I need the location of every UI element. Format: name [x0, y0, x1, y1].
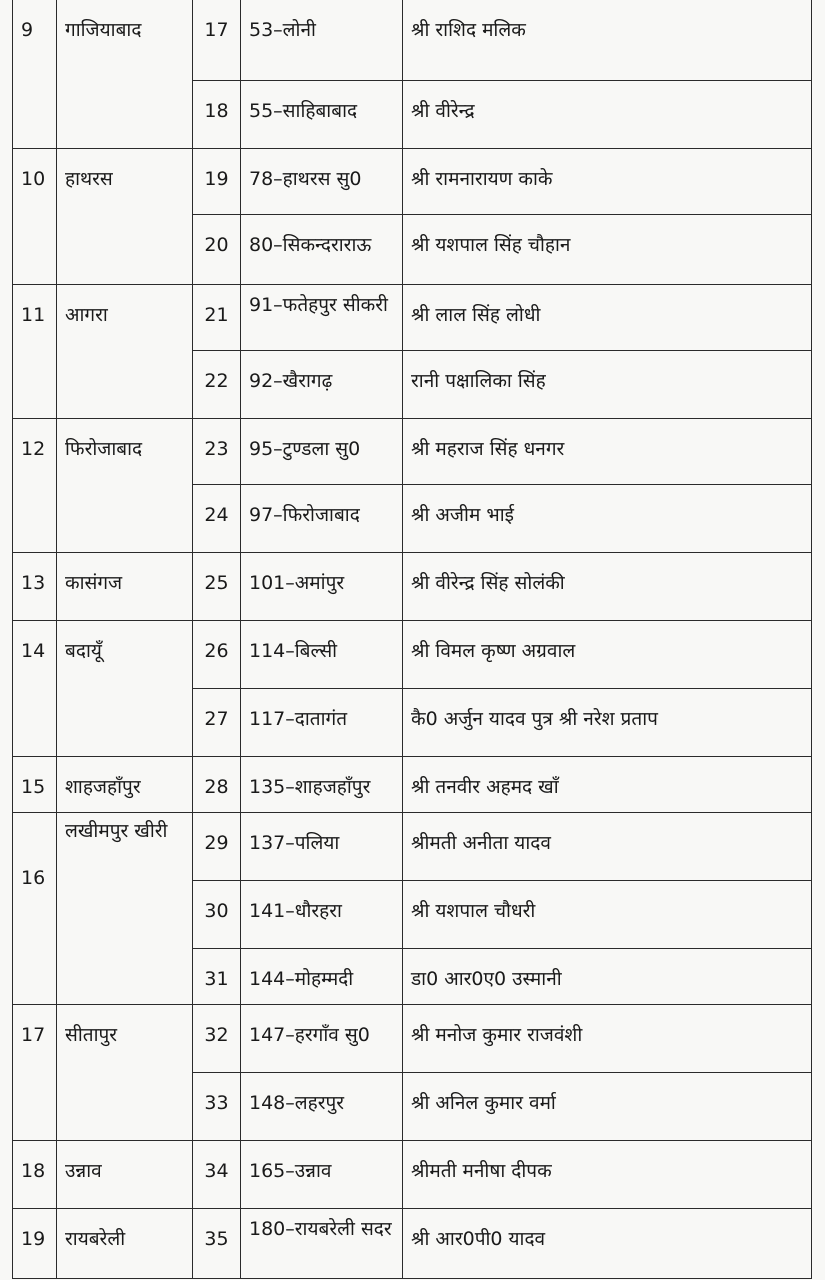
index-cell: 18	[193, 80, 241, 148]
constituency-cell: 144–मोहम्मदी	[241, 948, 403, 1004]
constituency-cell: 92–खैरागढ़	[241, 350, 403, 418]
index-cell: 21	[193, 284, 241, 350]
candidate-cell: कै0 अर्जुन यादव पुत्र श्री नरेश प्रताप	[403, 688, 812, 756]
candidate-cell: श्री यशपाल सिंह चौहान	[403, 214, 812, 284]
constituency-cell: 117–दातागंत	[241, 688, 403, 756]
table-row	[13, 148, 812, 214]
index-cell: 30	[193, 880, 241, 948]
candidate-cell: श्रीमती मनीषा दीपक	[403, 1140, 812, 1208]
serial-number-cell: 14	[13, 620, 57, 756]
table-row	[13, 1140, 812, 1208]
serial-number-cell: 15	[13, 756, 57, 812]
constituency-cell: 135–शाहजहाँपुर	[241, 756, 403, 812]
table-row	[13, 0, 812, 80]
district-cell: शाहजहाँपुर	[57, 756, 193, 812]
index-cell: 20	[193, 214, 241, 284]
district-cell: बदायूँ	[57, 620, 193, 756]
table-row	[13, 620, 812, 688]
constituency-cell: 101–अमांपुर	[241, 552, 403, 620]
district-cell: फिरोजाबाद	[57, 418, 193, 552]
candidate-cell: श्री वीरेन्द्र सिंह सोलंकी	[403, 552, 812, 620]
index-cell: 27	[193, 688, 241, 756]
candidate-cell: डा0 आर0ए0 उस्मानी	[403, 948, 812, 1004]
index-cell: 31	[193, 948, 241, 1004]
district-cell: लखीमपुर खीरी	[57, 812, 193, 1004]
constituency-cell: 53–लोनी	[241, 0, 403, 80]
table-row	[13, 1004, 812, 1072]
constituency-cell: 95–टुण्डला सु0	[241, 418, 403, 484]
district-cell: कासंगज	[57, 552, 193, 620]
candidate-cell: श्री विमल कृष्ण अग्रवाल	[403, 620, 812, 688]
constituency-cell: 137–पलिया	[241, 812, 403, 880]
constituency-cell: 97–फिरोजाबाद	[241, 484, 403, 552]
district-cell: उन्नाव	[57, 1140, 193, 1208]
district-cell: रायबरेली	[57, 1208, 193, 1278]
index-cell: 22	[193, 350, 241, 418]
serial-number-cell: 12	[13, 418, 57, 552]
candidate-cell: श्री महराज सिंह धनगर	[403, 418, 812, 484]
index-cell: 23	[193, 418, 241, 484]
district-cell: गाजियाबाद	[57, 0, 193, 148]
constituency-cell: 78–हाथरस सु0	[241, 148, 403, 214]
constituency-cell: 141–धौरहरा	[241, 880, 403, 948]
table-row	[13, 552, 812, 620]
constituency-cell: 148–लहरपुर	[241, 1072, 403, 1140]
candidate-cell: श्री यशपाल चौधरी	[403, 880, 812, 948]
table-row	[13, 1208, 812, 1278]
candidate-cell: रानी पक्षालिका सिंह	[403, 350, 812, 418]
candidate-cell: श्री रामनारायण काके	[403, 148, 812, 214]
candidate-cell: श्री वीरेन्द्र	[403, 80, 812, 148]
index-cell: 35	[193, 1208, 241, 1278]
candidate-table	[12, 0, 812, 1279]
candidate-cell: श्री आर0पी0 यादव	[403, 1208, 812, 1278]
index-cell: 29	[193, 812, 241, 880]
constituency-cell: 80–सिकन्दराराऊ	[241, 214, 403, 284]
table-row	[13, 812, 812, 880]
serial-number-cell: 13	[13, 552, 57, 620]
table-row	[13, 418, 812, 484]
district-cell: आगरा	[57, 284, 193, 418]
serial-number-cell: 11	[13, 284, 57, 418]
constituency-cell: 55–साहिबाबाद	[241, 80, 403, 148]
index-cell: 19	[193, 148, 241, 214]
district-cell: सीतापुर	[57, 1004, 193, 1140]
index-cell: 25	[193, 552, 241, 620]
index-cell: 26	[193, 620, 241, 688]
serial-number-cell: 16	[13, 812, 57, 1004]
constituency-cell: 180–रायबरेली सदर	[241, 1208, 403, 1278]
candidate-cell: श्री राशिद मलिक	[403, 0, 812, 80]
constituency-cell: 91–फतेहपुर सीकरी	[241, 284, 403, 350]
constituency-cell: 147–हरगाँव सु0	[241, 1004, 403, 1072]
constituency-cell: 114–बिल्सी	[241, 620, 403, 688]
index-cell: 32	[193, 1004, 241, 1072]
table-row	[13, 756, 812, 812]
candidate-cell: श्रीमती अनीता यादव	[403, 812, 812, 880]
serial-number-cell: 10	[13, 148, 57, 284]
serial-number-cell: 19	[13, 1208, 57, 1278]
serial-number-cell: 18	[13, 1140, 57, 1208]
index-cell: 17	[193, 0, 241, 80]
index-cell: 24	[193, 484, 241, 552]
index-cell: 34	[193, 1140, 241, 1208]
candidate-cell: श्री लाल सिंह लोधी	[403, 284, 812, 350]
candidate-cell: श्री अनिल कुमार वर्मा	[403, 1072, 812, 1140]
index-cell: 33	[193, 1072, 241, 1140]
index-cell: 28	[193, 756, 241, 812]
candidate-cell: श्री अजीम भाई	[403, 484, 812, 552]
serial-number-cell: 17	[13, 1004, 57, 1140]
constituency-cell: 165–उन्नाव	[241, 1140, 403, 1208]
table-row	[13, 284, 812, 350]
serial-number-cell: 9	[13, 0, 57, 148]
candidate-cell: श्री मनोज कुमार राजवंशी	[403, 1004, 812, 1072]
district-cell: हाथरस	[57, 148, 193, 284]
candidate-cell: श्री तनवीर अहमद खाँ	[403, 756, 812, 812]
